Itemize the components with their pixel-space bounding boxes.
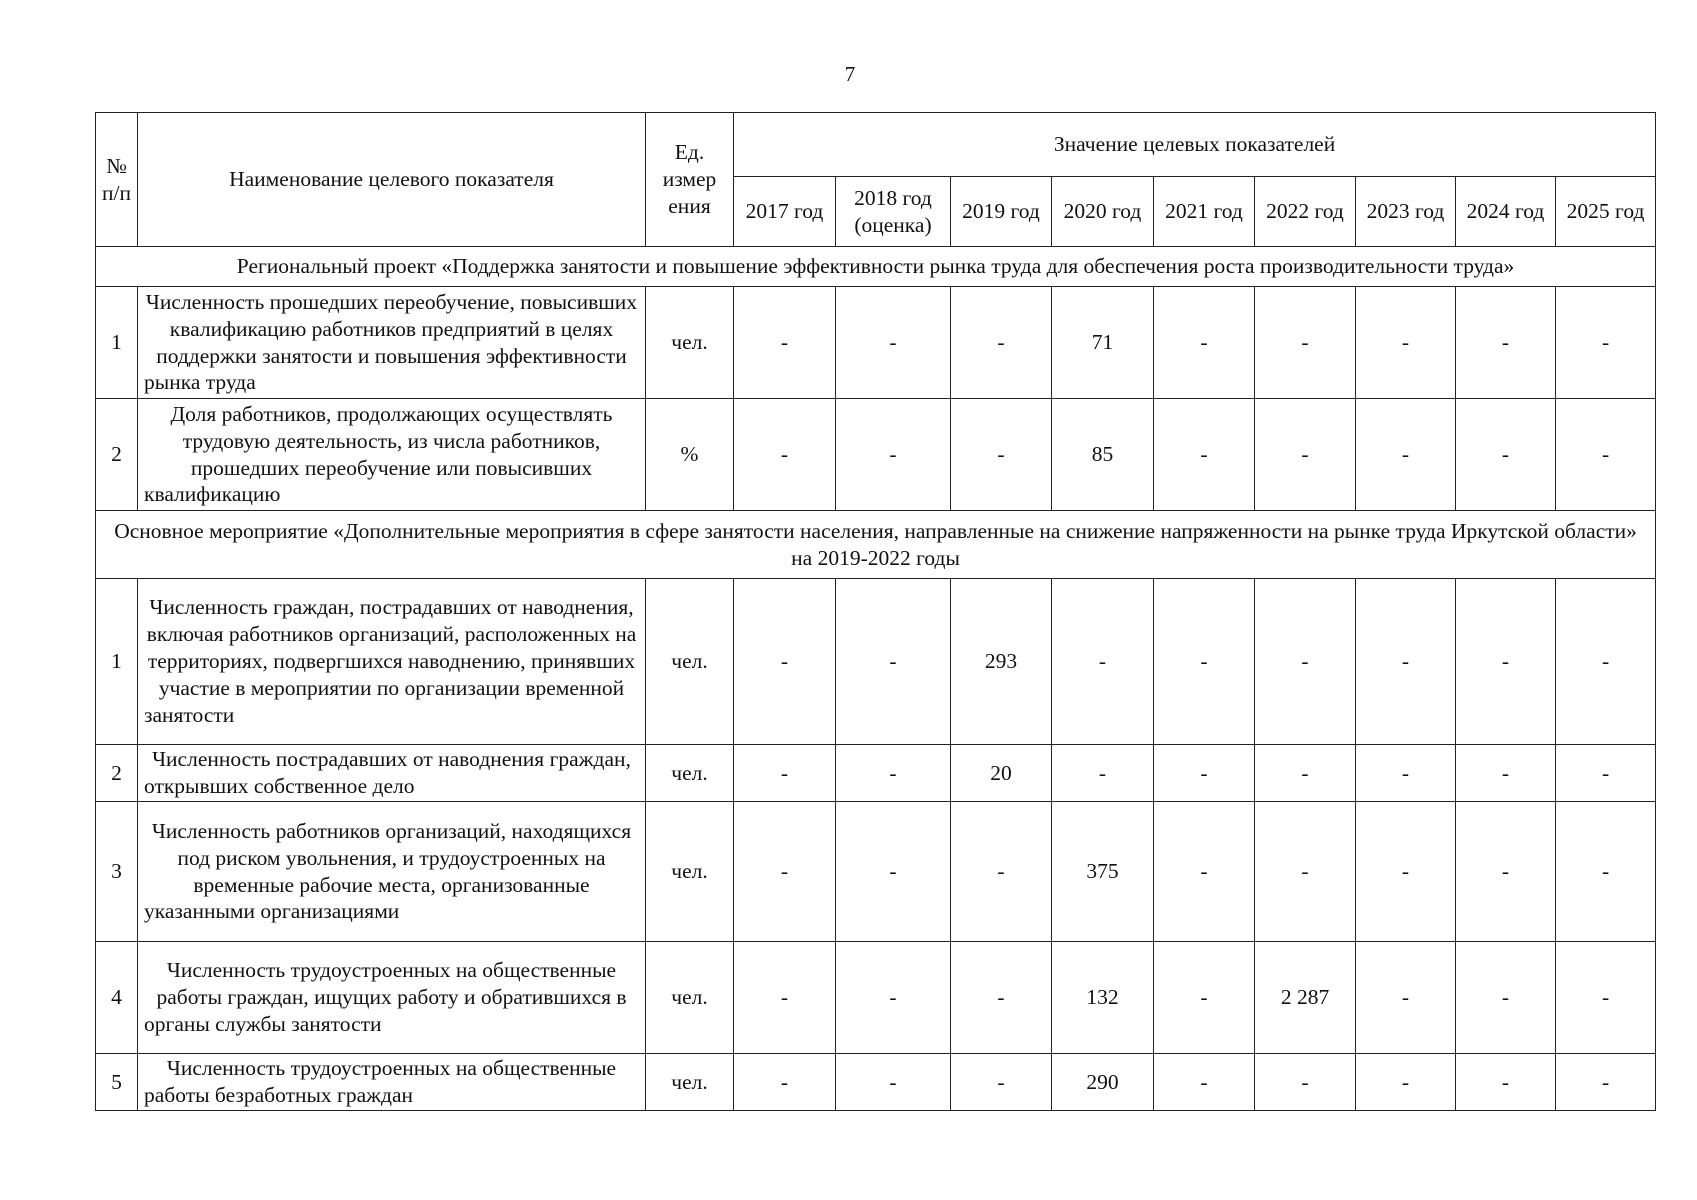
value-cell: 293 (951, 579, 1052, 745)
value-cell: - (1154, 399, 1255, 511)
value-cell: - (1154, 579, 1255, 745)
value-cell: - (1456, 745, 1556, 802)
indicator-name: Численность трудоустроенных на общественные работы безработных граждан (138, 1054, 646, 1111)
value-cell: 71 (1052, 287, 1154, 399)
indicator-name: Численность прошедших переобучение, повысивших квалификацию работников предприятий в целях поддержки занятости и повышения эффективности рынка труда (138, 287, 646, 399)
value-cell: - (951, 802, 1052, 942)
value-cell: - (836, 802, 951, 942)
section-title: Основное мероприятие «Дополнительные мероприятия в сфере занятости населения, направленные на снижение напряженности на рынке труда Иркутской области» на 2019-2022 годы (96, 511, 1656, 579)
indicator-name: Численность граждан, пострадавших от наводнения, включая работников организаций, расположенных на территориях, подвергшихся наводнению, принявших участие в мероприятии по организации временной занятости (138, 579, 646, 745)
value-cell: - (1456, 802, 1556, 942)
unit-cell: чел. (646, 745, 734, 802)
indicator-name: Численность пострадавших от наводнения граждан, открывших собственное дело (138, 745, 646, 802)
indicators-table (95, 112, 1656, 1111)
value-cell: - (1154, 802, 1255, 942)
table-row (96, 1054, 1656, 1111)
header-year: 2018 год (оценка) (836, 177, 951, 247)
value-cell: - (1356, 287, 1456, 399)
value-cell: - (1154, 942, 1255, 1054)
value-cell: - (836, 287, 951, 399)
value-cell: - (734, 745, 836, 802)
unit-cell: чел. (646, 802, 734, 942)
value-cell: - (1456, 942, 1556, 1054)
value-cell: 132 (1052, 942, 1154, 1054)
row-number: 1 (96, 287, 138, 399)
table-row (96, 287, 1656, 399)
row-number: 3 (96, 802, 138, 942)
indicator-name: Численность работников организаций, находящихся под риском увольнения, и трудоустроенных на временные рабочие места, организованные указанными организациями (138, 802, 646, 942)
value-cell: - (1556, 802, 1656, 942)
value-cell: - (951, 1054, 1052, 1111)
value-cell: - (734, 399, 836, 511)
value-cell: - (1556, 942, 1656, 1054)
row-number: 1 (96, 579, 138, 745)
table-row (96, 745, 1656, 802)
row-number: 5 (96, 1054, 138, 1111)
value-cell: - (1154, 1054, 1255, 1111)
row-number: 2 (96, 745, 138, 802)
header-indicator-name: Наименование целевого показателя (138, 113, 646, 247)
value-cell: - (836, 1054, 951, 1111)
value-cell: - (1356, 745, 1456, 802)
value-cell: - (1255, 1054, 1356, 1111)
value-cell: - (1556, 745, 1656, 802)
unit-cell: чел. (646, 942, 734, 1054)
value-cell: - (1255, 287, 1356, 399)
indicator-name: Численность трудоустроенных на общественные работы граждан, ищущих работу и обратившихся в органы службы занятости (138, 942, 646, 1054)
value-cell: - (734, 802, 836, 942)
header-number: № п/п (96, 113, 138, 247)
value-cell: - (1154, 287, 1255, 399)
value-cell: - (1456, 1054, 1556, 1111)
unit-cell: чел. (646, 287, 734, 399)
value-cell: - (1456, 579, 1556, 745)
unit-cell: чел. (646, 579, 734, 745)
value-cell: - (951, 399, 1052, 511)
value-cell: - (1456, 287, 1556, 399)
value-cell: - (1255, 399, 1356, 511)
header-year: 2025 год (1556, 177, 1656, 247)
value-cell: - (1255, 579, 1356, 745)
table-row (96, 802, 1656, 942)
value-cell: - (1255, 745, 1356, 802)
value-cell: 85 (1052, 399, 1154, 511)
header-year: 2017 год (734, 177, 836, 247)
header-target-values: Значение целевых показателей (734, 113, 1656, 177)
value-cell: - (951, 942, 1052, 1054)
value-cell: 375 (1052, 802, 1154, 942)
value-cell: - (1154, 745, 1255, 802)
header-year: 2024 год (1456, 177, 1556, 247)
header-unit: Ед. измер ения (646, 113, 734, 247)
page-number: 7 (844, 62, 856, 86)
value-cell: - (1556, 579, 1656, 745)
unit-cell: % (646, 399, 734, 511)
value-cell: - (836, 745, 951, 802)
value-cell: - (1356, 802, 1456, 942)
value-cell: - (836, 579, 951, 745)
value-cell: - (951, 287, 1052, 399)
header-year: 2021 год (1154, 177, 1255, 247)
value-cell: 2 287 (1255, 942, 1356, 1054)
value-cell: 20 (951, 745, 1052, 802)
table-row (96, 399, 1656, 511)
value-cell: - (1556, 1054, 1656, 1111)
unit-cell: чел. (646, 1054, 734, 1111)
value-cell: - (1556, 287, 1656, 399)
value-cell: - (734, 579, 836, 745)
value-cell: - (734, 287, 836, 399)
row-number: 4 (96, 942, 138, 1054)
value-cell: - (1356, 399, 1456, 511)
header-year: 2022 год (1255, 177, 1356, 247)
value-cell: - (1356, 942, 1456, 1054)
value-cell: - (1456, 399, 1556, 511)
value-cell: - (1556, 399, 1656, 511)
row-number: 2 (96, 399, 138, 511)
value-cell: - (1052, 579, 1154, 745)
value-cell: - (836, 942, 951, 1054)
value-cell: - (734, 1054, 836, 1111)
table-row (96, 942, 1656, 1054)
header-year: 2019 год (951, 177, 1052, 247)
value-cell: - (836, 399, 951, 511)
value-cell: - (1356, 579, 1456, 745)
value-cell: - (1356, 1054, 1456, 1111)
indicator-name: Доля работников, продолжающих осуществлять трудовую деятельность, из числа работников, прошедших переобучение или повысивших квалификацию (138, 399, 646, 511)
section-title: Региональный проект «Поддержка занятости и повышение эффективности рынка труда для обеспечения роста производительности труда» (96, 247, 1656, 287)
table-row (96, 579, 1656, 745)
value-cell: 290 (1052, 1054, 1154, 1111)
header-year: 2020 год (1052, 177, 1154, 247)
value-cell: - (734, 942, 836, 1054)
header-year: 2023 год (1356, 177, 1456, 247)
value-cell: - (1052, 745, 1154, 802)
value-cell: - (1255, 802, 1356, 942)
